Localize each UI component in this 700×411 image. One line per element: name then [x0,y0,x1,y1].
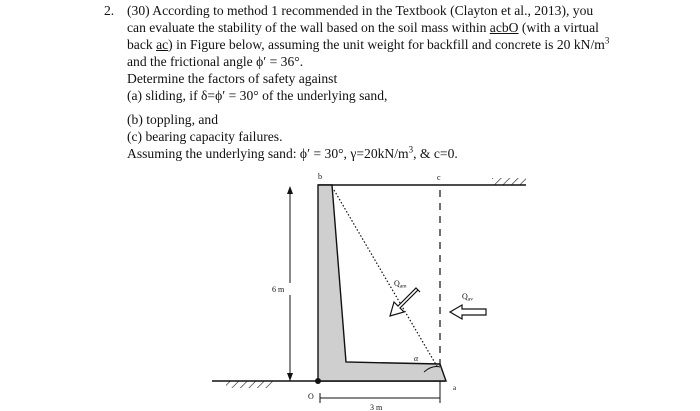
retaining-wall [318,185,446,381]
question-line-5: Determine the factors of safety against [127,71,338,87]
unit-superscript: 3 [604,35,610,46]
label-a: a [453,384,457,392]
height-arrow-top [287,186,293,194]
label-Qam-subscript: am [399,283,407,290]
label-alpha: α [414,354,419,363]
ground-hatch-base [226,381,274,388]
label-base-width: 3 m [370,403,383,411]
label-Qav [462,292,473,303]
question-line-1: (30) According to method 1 recommended in the Textbook (Clayton et al., 2013), you [127,3,594,18]
sand-text-end: , & c=0. [413,145,458,161]
label-height: 6 m [272,285,285,294]
point-O-marker [315,378,321,384]
line-2-text: can evaluate the stability of the wall based on the soil mass within [127,20,490,36]
label-Qam [394,279,407,290]
label-b: b [318,172,322,181]
question-line-4: and the frictional angle ϕ′ = 36°. [127,54,304,70]
ac-underlined: ac [156,37,169,53]
line-2-text-end: (with a virtual [518,20,599,36]
part-c: (c) bearing capacity failures. [127,128,283,144]
part-a: (a) sliding, if δ=ϕ′ = 30° of the underlying sand, [127,88,388,104]
label-Qam-main: Q [394,279,400,288]
height-arrow-bottom [287,373,293,381]
acbO-underlined: acbO [489,20,519,36]
slip-line [334,190,438,368]
line-3-text: back [127,37,157,53]
label-O: O [308,392,314,401]
question-number: 2. [104,3,115,18]
line-3-text-end: ) in Figure below, assuming the unit weight for backfill and concrete is 20 kN/m [168,37,605,53]
ground-hatch-top [492,178,526,185]
sand-unit-superscript: 3 [408,144,414,155]
label-c: c [437,173,441,182]
part-b: (b) toppling, and [127,111,218,127]
label-Qav-main: Q [462,292,468,301]
Qav-arrow [450,305,486,319]
label-Qav-subscript: av [467,296,473,303]
sand-text: Assuming the underlying sand: ϕ′ = 30°, γ=20kN/m [127,145,409,161]
